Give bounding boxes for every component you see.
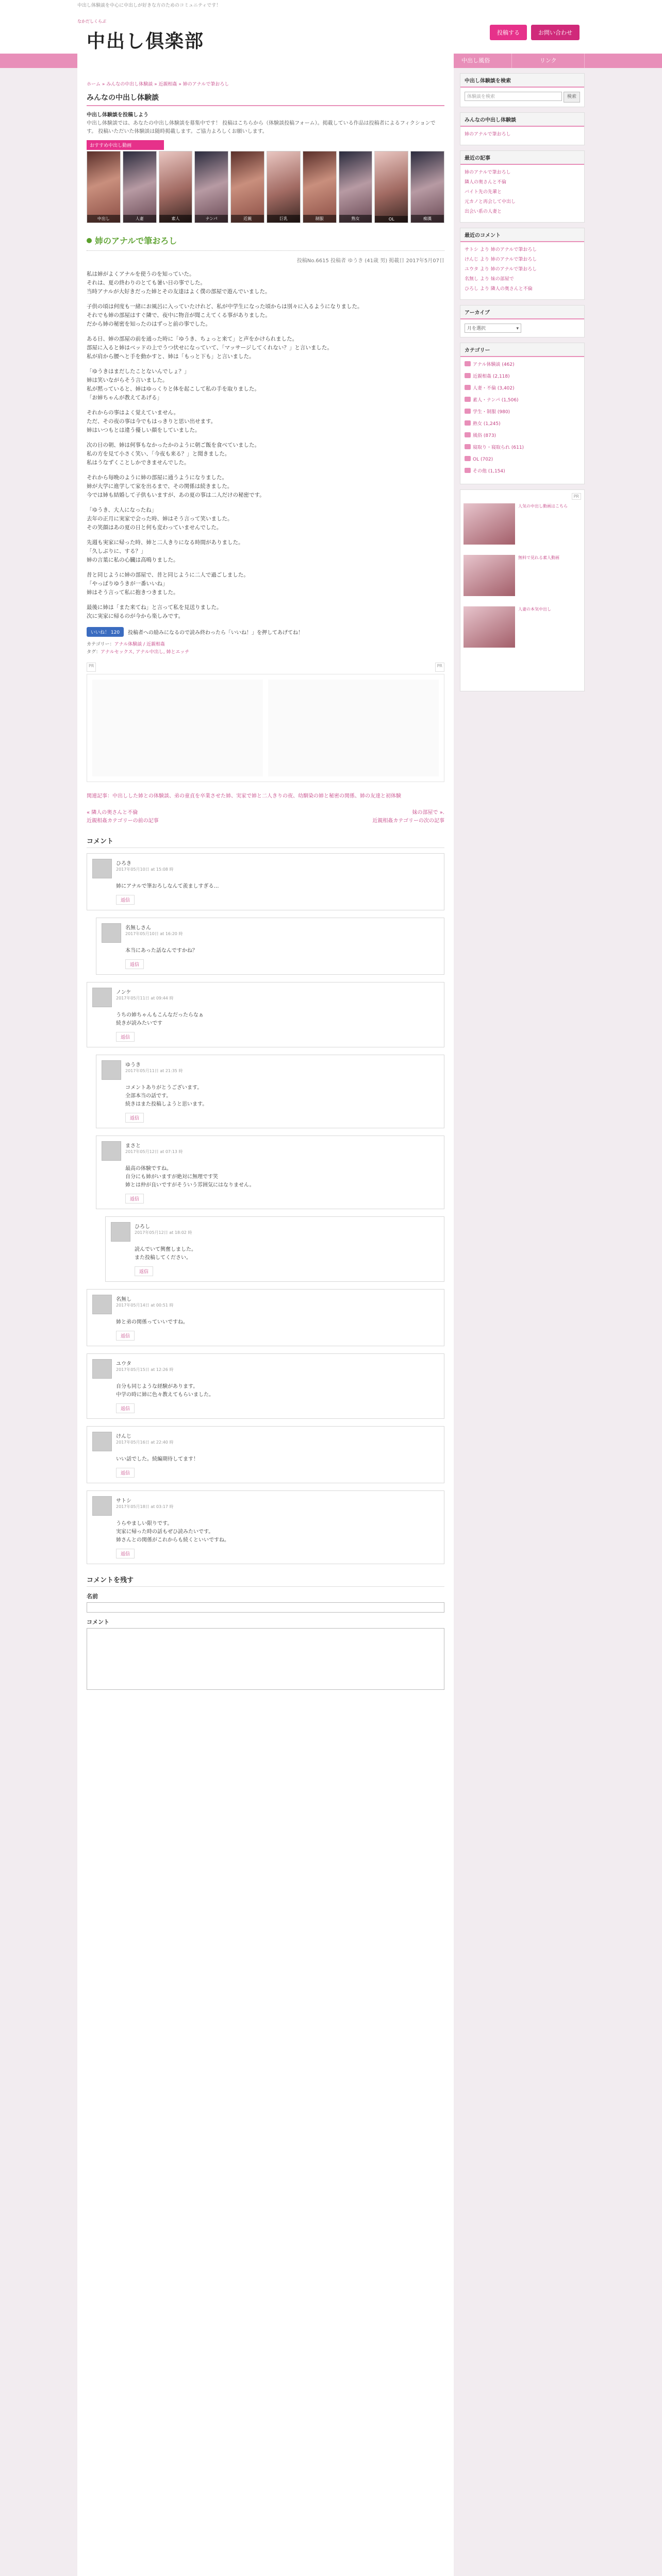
site-logo[interactable] [77,19,205,52]
pick-thumb[interactable] [267,151,301,223]
story-paragraph: 私は姉がよくアナルを使うのを知っていた。 それは、夏の終わりのとても暑い日の事でした。 当時アナルが大好きだった姉とその友達はよく僕の部屋で遊んでいました。 [87,271,271,295]
reply-button[interactable]: 返信 [116,1032,135,1042]
pr-ad-area [87,674,444,782]
story-paragraph: それからの事はよく覚えていません。 ただ、その夜の事は今でもはっきりと思い出せます。 姉はいつもとは違う優しい顔をしていました。 [87,410,217,433]
comment-date: 2017年05月18日 at 03:17 時 [116,1504,174,1509]
comment-body: うちの姉ちゃんもこんなだったらなぁ 続きが読みたいです [116,1012,204,1026]
story-paragraph: 先週も実家に帰った時、姉と二人きりになる時間がありました。 「久しぶりに、する？」 姉の言葉に私の心臓は高鳴りました。 [87,539,244,563]
ad-slot[interactable] [92,680,263,776]
category-item[interactable] [465,468,580,478]
comment [87,982,444,1047]
pick-thumb[interactable] [87,151,121,223]
category-item[interactable] [465,456,580,466]
folder-icon [465,468,471,473]
comment-field[interactable] [87,1628,444,1690]
ad-slot[interactable] [268,680,439,776]
site-header [0,9,662,54]
breadcrumb[interactable]: ホーム » みんなの中出し体験談 » 近親相姦 » 姉のアナルで筆おろし [87,82,229,87]
ad-text[interactable]: 無料で見れる素人動画 [518,555,559,560]
pick-thumb-label: 制服 [303,215,336,223]
recent-post-link[interactable]: バイト先の先輩と [465,190,502,195]
intro-box [87,111,444,136]
folder-icon [465,444,471,449]
category-label: カテゴリー： [87,642,114,647]
pick-thumb-label: ナンパ [195,215,228,223]
avatar [102,923,121,943]
pick-label: おすすめ中出し動画 [87,140,164,150]
comment [87,853,444,910]
pick-thumb[interactable] [123,151,157,223]
reply-button[interactable]: 返信 [125,1194,144,1204]
reply-button[interactable]: 返信 [125,959,144,969]
folder-icon [465,409,471,414]
hot-widget [460,112,585,145]
story-paragraph: ある日、姉の部屋の前を通った時に「ゆうき、ちょっと来て」と声をかけられました。 部屋に入ると姉はベッドの上でうつ伏せになっていて、「マッサージしてくれない？」と言いました。 私が肩から腰へと手を動かすと、姉は「もっと下も」と言いました。 [87,336,333,360]
category-link[interactable]: 学生・制服 (980) [473,410,510,415]
recent-posts-widget [460,150,585,223]
story-title-text: 姉のアナルで筆おろし [95,236,177,246]
comment-body: 最高の体験ですね。 自分にも姉がいますが絶対に無理です笑 姉とは仲が良いですがそういう雰囲気にはなりません。 [125,1166,255,1188]
comment-author: サトシ [116,1498,131,1504]
category-link[interactable]: その他 (1,154) [473,469,505,474]
comment-body: 自分も同じような経験があります。 中学の時に姉に色々教えてもらいました。 [116,1384,214,1398]
story-paragraph: 次の日の朝、姉は何事もなかったかのように朝ご飯を食べていました。 私の方を見て小さく笑い、「今夜も来る？」と聞きました。 私はうなずくことしかできませんでした。 [87,442,260,466]
category-link[interactable]: 熟女 (1,245) [473,421,501,427]
reply-button[interactable]: 返信 [116,895,135,905]
contact-button[interactable]: お問い合わせ [531,25,580,40]
prev-category-link[interactable]: 近親相姦カテゴリーの前の記事 [87,818,159,824]
main-column [77,73,454,2576]
comment-author: まさと [125,1143,141,1149]
pick-thumb-label: OL [375,216,408,223]
comment [87,1353,444,1419]
story-title [87,230,444,251]
reply-button[interactable]: 返信 [125,1113,144,1123]
comment-body: 姉にアナルで筆おろしなんて羨ましすぎる… [116,884,219,889]
pr-badge: PR [572,493,581,500]
category-item[interactable] [465,385,580,395]
search-title: 中出し体験談を検索 [460,74,584,88]
pick-thumb[interactable] [194,151,228,223]
nav-links[interactable]: リンク [512,54,585,68]
comment [96,1136,444,1209]
pr-badge: PR [435,663,444,672]
comment-date: 2017年05月10日 at 16:20 時 [125,931,183,936]
nav-fuzoku[interactable]: 中出し風俗 [440,54,512,68]
chevron-down-icon: ▾ [516,326,519,331]
comment-body: コメントありがとうございます。 全部本当の話です。 続きはまた投稿しようと思います。 [125,1085,208,1107]
comment-date: 2017年05月11日 at 09:44 時 [116,996,174,1001]
pick-thumb-label: 巨乳 [267,215,300,223]
avatar [102,1060,121,1080]
ad-image[interactable] [464,606,515,648]
pick-thumb[interactable] [339,151,373,223]
avatar [92,859,112,878]
comment-date: 2017年05月11日 at 21:35 時 [125,1069,183,1073]
search-input[interactable]: 体験談を検索 [465,92,562,101]
pick-thumb-label: 痴漢 [411,215,444,223]
bullet-icon [87,238,92,243]
category-link[interactable]: 近親相姦 (2,118) [473,374,510,379]
pick-thumb[interactable] [159,151,193,223]
folder-icon [465,420,471,426]
comment-author: ユウタ [116,1361,131,1367]
category-link[interactable]: 人妻・不倫 (3,402) [473,386,515,391]
reply-button[interactable]: 返信 [135,1266,153,1276]
story-paragraph: 子供の頃は何度も一緒にお風呂に入っていたけれど、私が中学生になった頃からは別々に入るようになりました。 それでも姉の部屋はすぐ隣で、夜中に物音が聞こえてくる事がありました。 だから姉の秘密を知ったのはずっと前の事でした。 [87,303,363,327]
comment-author: 名無しさん [125,925,151,931]
pick-thumb-label: 熟女 [339,215,372,223]
pick-thumb-label: 近親 [231,215,264,223]
search-widget [460,73,585,107]
category-link[interactable]: 寝取り・寝取られ (611) [473,445,524,450]
comment [96,1055,444,1128]
folder-icon [465,456,471,461]
comment [96,918,444,975]
post-button[interactable]: 投稿する [490,25,527,40]
category-item[interactable] [465,432,580,442]
like-button[interactable]: いいね！ 120 [87,627,124,637]
comment-date: 2017年05月15日 at 12:26 時 [116,1367,174,1372]
recent-comment-link[interactable]: 名無し より 妹の部屋で [465,277,514,282]
avatar [92,988,112,1007]
avatar [92,1295,112,1314]
intro-body: 中出し体験談では、あなたの中出し体験談を募集中です！ 投稿はこちらから（体験談投稿フォーム）。掲載している作品は投稿者によるフィクションです。 投稿いただいた体験談は随時掲載します。ご協力よろしくお願いします。 [87,121,436,134]
comment-body: 姉と弟の関係っていいですね。 [116,1319,188,1325]
story-body [87,270,444,621]
recent-post-link[interactable]: 姉のアナルで筆おろし [465,170,511,175]
story-paragraph: 昔と同じように姉の部屋で、昔と同じように二人で過ごしました。 「やっぱりゆうきが一番いいね」 姉はそう言って私に抱きつきました。 [87,572,249,596]
category-link[interactable]: 風俗 (873) [473,433,496,438]
reply-button[interactable]: 返信 [116,1549,135,1558]
comment-date: 2017年05月10日 at 15:08 時 [116,867,174,872]
ad-text[interactable]: 人気の中出し動画はこちら [518,504,568,509]
comment [87,1490,444,1564]
category-link[interactable]: アナル体験談 (462) [473,362,515,367]
category-item[interactable] [465,420,580,430]
reply-button[interactable]: 返信 [116,1403,135,1413]
pr-labels [87,663,444,672]
comment-label: コメント [87,1619,109,1625]
pick-thumb[interactable] [374,151,408,223]
comment-date: 2017年05月12日 at 18:02 時 [135,1230,192,1235]
ad-image[interactable] [464,555,515,596]
name-label: 名前 [87,1593,98,1600]
comment-author: 名無し [116,1297,131,1302]
comment-author: けんじ [116,1434,131,1439]
ad-image[interactable] [464,503,515,545]
category-link[interactable]: OL (702) [473,457,493,462]
post-tags [87,641,444,656]
comment-body: 本当にあった話なんですかね？ [125,948,197,954]
comment-date: 2017年05月16日 at 22:40 時 [116,1440,174,1445]
hot-link[interactable]: 姉のアナルで筆おろし [465,132,511,137]
ad-text[interactable]: 人妻の本気中出し [518,607,551,612]
comment-form [87,1574,444,1690]
form-heading: コメントを残す [87,1574,444,1587]
logo-ruby: なかだしくらぶ [77,19,106,24]
comment-list [87,853,444,1564]
related-links[interactable]: 関連記事：中出しした姉との体験談、弟の童貞を卒業させた姉、実家で姉と二人きりの夜、幼馴染の姉と秘密の関係、姉の友達と初体験 [87,793,401,799]
story-paragraph: 「ゆうきはまだしたことないんでしょ？」 姉は笑いながらそう言いました。 私が黙っていると、姉はゆっくりと体を起こして私の手を取りました。 「お姉ちゃんが教えてあげる」 [87,368,260,401]
category-item[interactable] [465,361,580,371]
prev-post-link[interactable]: « 隣人の奥さんと不倫 [87,810,138,816]
reply-button[interactable]: 返信 [116,1331,135,1341]
recent-comments-title: 最近のコメント [460,228,584,242]
recent-comment-link[interactable]: けんじ より 姉のアナルで筆おろし [465,257,537,262]
comment-author: ひろし [135,1224,150,1230]
archive-title: アーカイブ [460,306,584,319]
reply-button[interactable]: 返信 [116,1468,135,1478]
pick-thumb[interactable] [303,151,337,223]
top-notice: 中出し体験談を中心に中出しが好きな方のためのコミュニティです！ [0,0,662,9]
category-item[interactable] [465,373,580,383]
avatar [102,1141,121,1161]
comment-body: うらやましい限りです。 実家に帰った時の話もぜひ読みたいです。 姉さんとの関係がこれからも続くといいですね。 [116,1521,229,1543]
avatar [92,1496,112,1516]
story-paragraph: 最後に姉は「また来てね」と言って私を見送りました。 次に実家に帰るのが今から楽しみです。 [87,604,222,619]
pick-thumb-label: 人妻 [123,215,156,223]
story-paragraph: 「ゆうき、大人になったね」 去年の正月に実家で会った時、姉はそう言って笑いました。 その笑顔はあの夏の日と何も変わっていませんでした。 [87,507,233,531]
next-category-link[interactable]: 近親相姦カテゴリーの次の記事 [372,818,444,824]
comment-body: いい話でした。続編期待してます！ [116,1456,198,1462]
share-row [87,627,444,637]
hot-title: みんなの中出し体験談 [460,113,584,127]
intro-heading: 中出し体験談を投稿しよう [87,112,148,118]
category-item[interactable] [465,397,580,406]
comment [105,1216,444,1282]
next-post-link[interactable]: 妹の部屋で ». [412,810,444,816]
folder-icon [465,385,471,390]
avatar [92,1432,112,1451]
pr-badge: PR [87,663,96,672]
category-link[interactable]: 素人・ナンパ (1,506) [473,398,519,403]
comment [87,1289,444,1346]
pick-thumbnails [87,151,444,223]
pick-thumb-label: 中出し [87,215,120,223]
folder-icon [465,397,471,402]
name-field[interactable] [87,1602,444,1613]
category-title: カテゴリー [460,343,584,357]
category-item[interactable] [465,409,580,418]
comment-date: 2017年05月14日 at 00:51 時 [116,1303,174,1308]
like-note: 投稿者への励みになるので読み終わったら「いいね！」を押してあげてね！ [128,630,303,636]
pick-thumb[interactable] [230,151,264,223]
avatar [111,1222,130,1242]
recent-comment-link[interactable]: ひろし より 隣人の奥さんと不倫 [465,286,533,292]
post-pager [87,809,444,825]
tag-links[interactable]: アナルセックス, アナル中出し, 姉とエッチ [101,650,190,655]
story-paragraph: それから毎晩のように姉の部屋に通うようになりました。 姉が大学に進学して家を出るまで、その関係は続きました。 今では姉も結婚して子供もいますが、あの夏の事は二人だけの秘密です。 [87,474,265,498]
recent-comments-widget [460,228,585,300]
pick-thumb-label: 素人 [159,215,192,223]
story-meta: 投稿No.6615 投稿者 ゆうき (41歳 男) 掲載日 2017年5月07日 [296,258,444,264]
sidebar [460,73,585,691]
archive-select[interactable] [465,324,521,333]
recent-post-link[interactable]: 元カノと再会して中出し [465,199,516,205]
folder-icon [465,432,471,437]
recent-post-link[interactable]: 出会い系の人妻と [465,209,502,214]
header-buttons [490,25,580,40]
recent-comment-link[interactable]: サトシ より 姉のアナルで筆おろし [465,247,537,252]
comments-heading: コメント [87,836,444,848]
search-button[interactable]: 検索 [564,92,580,103]
pick-thumb[interactable] [410,151,444,223]
category-item[interactable] [465,444,580,454]
comment-author: ゆうき [125,1062,141,1068]
folder-icon [465,373,471,378]
comment [87,1426,444,1483]
archive-selected: 月を選択 [467,326,486,331]
page-title: みんなの中出し体験談 [87,92,444,106]
logo-text: 中出し倶楽部 [77,24,454,2543]
archive-widget [460,305,585,337]
recent-post-link[interactable]: 隣人の奥さんと不倫 [465,180,507,185]
comment-body: 読んでいて興奮しました。 また投稿してください。 [135,1247,196,1261]
folder-icon [465,361,471,366]
comment-author: ひろき [116,861,131,867]
comment-date: 2017年05月12日 at 07:13 時 [125,1149,183,1154]
recent-title: 最近の記事 [460,151,584,165]
recent-comment-link[interactable]: ユウタ より 姉のアナルで筆おろし [465,267,537,272]
avatar [92,1359,112,1379]
sidebar-ad [460,489,585,691]
comment-author: ノンケ [116,990,131,995]
category-widget [460,343,585,484]
category-link[interactable]: アナル体験談 / 近親相姦 [114,642,165,647]
tag-label: タグ： [87,650,101,655]
